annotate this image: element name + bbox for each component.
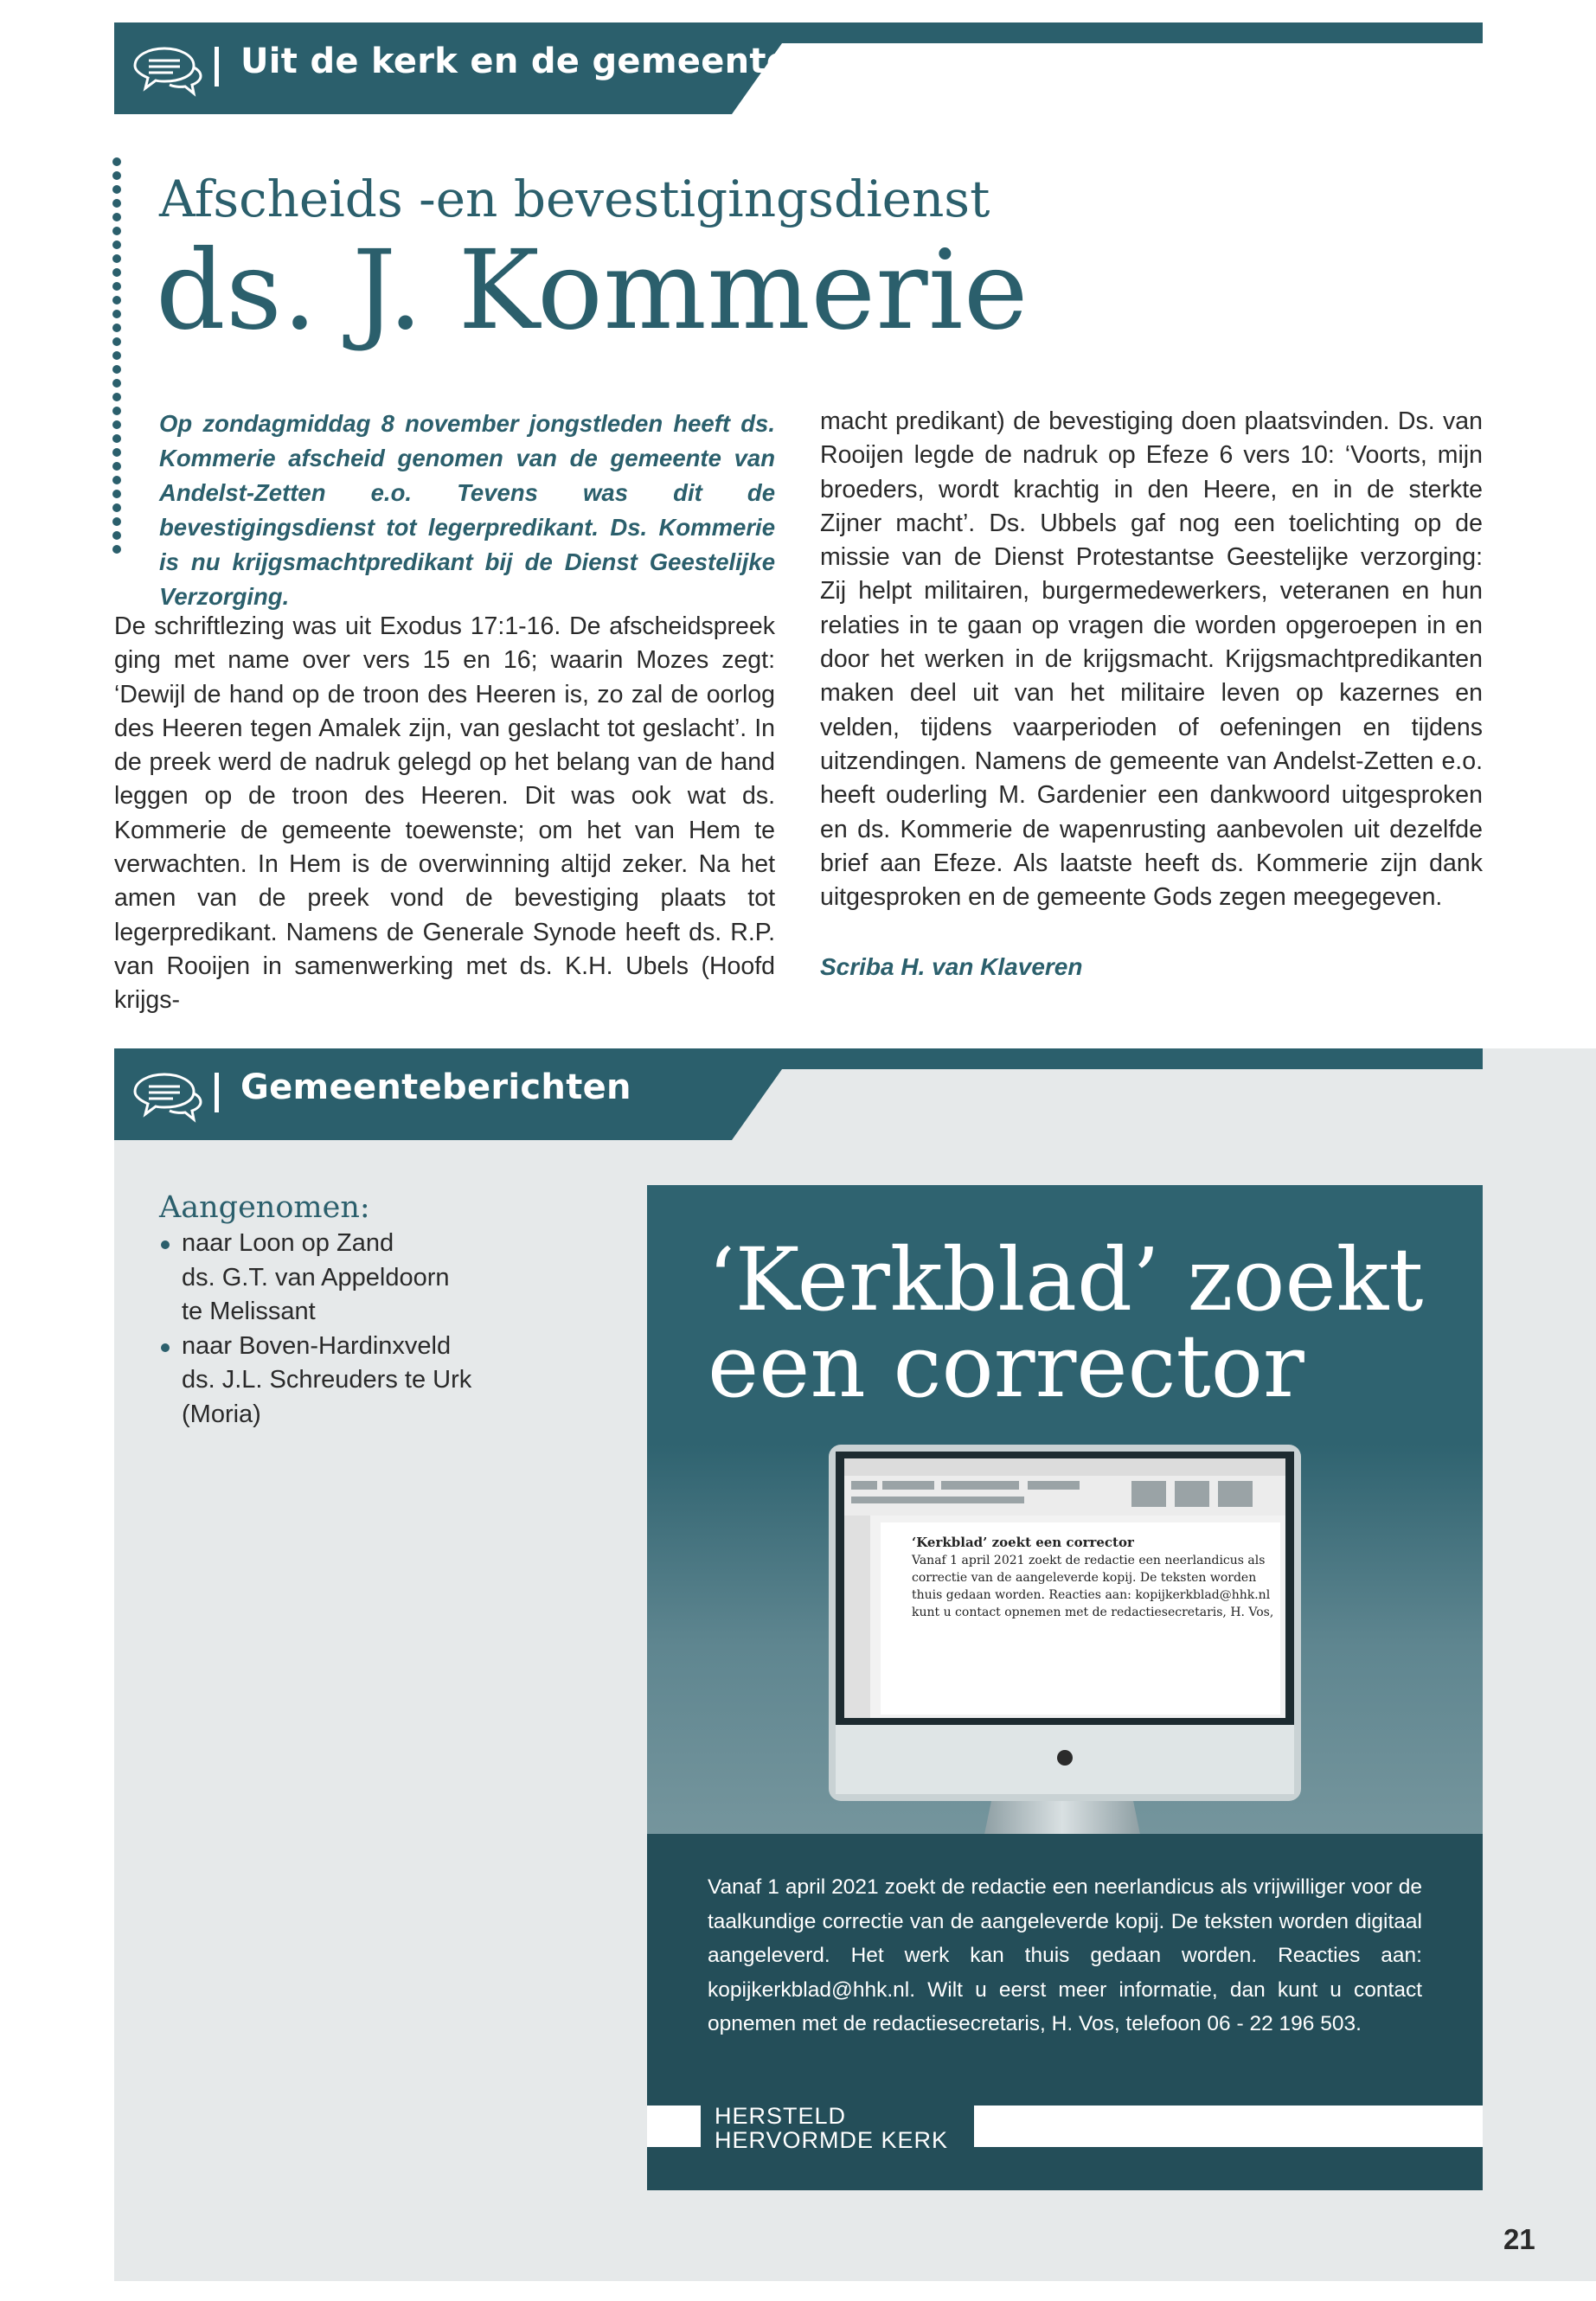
notice-line: naar Loon op Zand xyxy=(182,1229,394,1257)
notice-line: naar Boven-Hardinxveld xyxy=(182,1331,452,1360)
section-label: Gemeenteberichten xyxy=(240,1067,631,1107)
notices-title: Aangenomen: xyxy=(159,1190,370,1225)
screen-line: kunt u contact opnemen met de redactiesecretaris, H. Vos, xyxy=(912,1606,1274,1619)
article-kicker: Afscheids -en bevestigingsdienst xyxy=(159,170,990,228)
screen-line: thuis gedaan worden. Reacties aan: kopijkerkblad@hhk.nl xyxy=(912,1588,1271,1602)
notice-line: te Melissant xyxy=(182,1298,316,1325)
page-number: 21 xyxy=(1503,2223,1535,2255)
ad-text: Vanaf 1 april 2021 zoekt de redactie een neerlandicus als vrijwilliger voor de taalkundige correctie van de aangeleverde kopij. De teksten worden digitaal aangeleverd. Het werk kan thuis gedaan worden. Reacties aan: kopijkerkblad@hhk.nl. Wilt u eerst meer informatie, dan kunt u contact opnemen met de redactiesecretaris, H. Vos, telefoon 06 - 22 196 503. xyxy=(708,1875,1422,2036)
notices-list xyxy=(159,1227,609,1432)
ad-title xyxy=(708,1229,1469,1417)
banner-divider xyxy=(215,47,219,87)
screen-line: correctie van de aangeleverde kopij. De teksten worden xyxy=(912,1571,1257,1585)
screen-line: Vanaf 1 april 2021 zoekt de redactie een neerlandicus als xyxy=(912,1554,1266,1567)
ad-title-line: ‘Kerkblad’ zoekt xyxy=(708,1229,1424,1330)
speech-bubbles-icon xyxy=(130,43,204,99)
logo-line: HERSTELD xyxy=(715,2103,847,2129)
notice-line: ds. G.T. van Appeldoorn xyxy=(182,1263,450,1292)
apple-logo-icon xyxy=(1057,1750,1073,1766)
screen-heading: ‘Kerkblad’ zoekt een corrector xyxy=(912,1535,1134,1550)
ad-title-line: een corrector xyxy=(708,1316,1304,1417)
logo-line: HERVORMDE KERK xyxy=(715,2127,949,2153)
church-logo xyxy=(715,2104,948,2152)
article-lead: Op zondagmiddag 8 november jongstleden heeft ds. Kommerie afscheid genomen van de gemeente van Andelst-Zetten e.o. Tevens was dit de bevestigingsdienst tot legerpredikant. Ds. Kommerie is nu krijgsmachtpredikant bij de Dienst Geestelijke Verzorging. xyxy=(159,410,775,610)
article-signature: Scriba H. van Klaveren xyxy=(820,953,1083,980)
logo-bar xyxy=(647,2106,701,2147)
list-item xyxy=(159,1227,609,1330)
section-banner-top xyxy=(114,22,1483,114)
article-body-left: De schriftlezing was uit Exodus 17:1-16. De afscheidspreek ging met name over vers 15 en 16; waarin Mozes zegt: ‘Dewijl de hand op de troon des Heeren is, zo zal de oorlog des Heeren tegen Amalek zijn, van geslacht tot geslacht’. In de preek werd de nadruk gelegd op het belang van de hand leggen op de troon des Heeren. Dit was ook wat ds. Kommerie de gemeente toewenste; om het van Hem te verwachten. In Hem is de overwinning altijd zeker. Na het amen van de preek vond de bevestiging plaats tot legerpredikant. Namens de Generale Synode heeft ds. R.P. van Rooijen in samenwerking met ds. K.H. Ubels (Hoofd krijgs- xyxy=(114,612,775,1015)
section-label: Uit de kerk en de gemeenten xyxy=(240,42,816,81)
article-body-right: macht predikant) de bevestiging doen plaatsvinden. Ds. van Rooijen legde de nadruk op Efeze 6 vers 10: ‘Voorts, mijn broeders, wordt krachtig in den Heere, en in de sterkte Zijner macht’. Ds. Ubbels gaf nog een toelichting op de missie van de Dienst Protestantse Geestelijke verzorging: Zij helpt militairen, burgermedewerkers, veteranen en hun relaties in te gaan op vragen die worden opgeroepen in en door het werken in de krijgsmacht. Krijgsmachtpredikanten maken deel uit van het militaire leven op kazernes en velden, tijdens vaarperioden of oefeningen en tijdens uitzendingen. Namens de gemeente van Andelst-Zetten e.o. heeft ouderling M. Gardenier een dankwoord uitgesproken en ds. Kommerie de wapenrusting aanbevolen uit dezelfde brief aan Efeze. Als laatste heeft ds. Kommerie zijn dank uitgesproken en de gemeente Gods zegen meegegeven. xyxy=(820,407,1483,912)
notice-line: (Moria) xyxy=(182,1400,261,1428)
logo-bar xyxy=(974,2106,1483,2147)
list-item xyxy=(159,1330,609,1433)
section-banner-bottom xyxy=(114,1048,1483,1140)
dotted-decoration xyxy=(111,156,123,571)
article-headline: ds. J. Kommerie xyxy=(156,227,1029,354)
banner-divider xyxy=(215,1073,219,1112)
corrector-advertisement xyxy=(647,1185,1483,2190)
monitor-illustration xyxy=(647,1445,1483,1894)
notice-line: ds. J.L. Schreuders te Urk xyxy=(182,1366,472,1394)
speech-bubbles-icon xyxy=(130,1069,204,1125)
